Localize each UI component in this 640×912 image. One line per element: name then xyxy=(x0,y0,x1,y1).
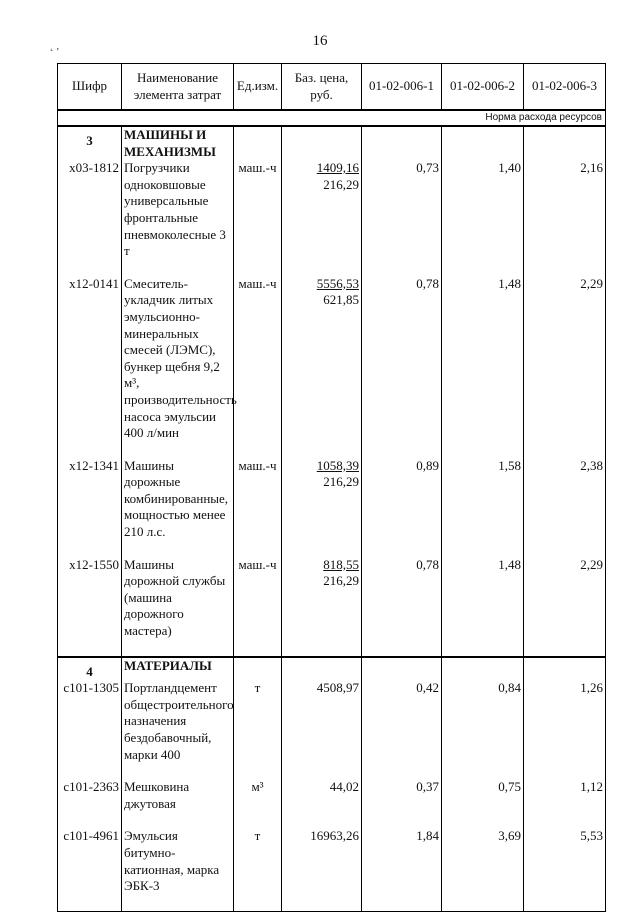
row-norm-3: 2,38 xyxy=(524,458,606,557)
empty-cell xyxy=(282,657,362,681)
header-unit: Ед.изм. xyxy=(234,64,282,111)
row-price xyxy=(282,276,362,458)
row-unit: маш.-ч xyxy=(234,557,282,657)
row-unit: маш.-ч xyxy=(234,160,282,276)
row-unit: т xyxy=(234,828,282,911)
row-norm-1: 1,84 xyxy=(362,828,442,911)
row-norm-2: 0,84 xyxy=(442,680,524,779)
price-total: 1058,39 xyxy=(316,457,359,473)
resource-norm-table xyxy=(57,63,606,912)
row-norm-2: 1,58 xyxy=(442,458,524,557)
table-row xyxy=(58,557,606,657)
table-row xyxy=(58,779,606,828)
empty-cell xyxy=(282,126,362,160)
header-price: Баз. цена, руб. xyxy=(282,64,362,111)
row-price xyxy=(282,160,362,276)
empty-cell xyxy=(442,126,524,160)
row-norm-1: 0,73 xyxy=(362,160,442,276)
price-wage: 216,29 xyxy=(323,474,359,490)
row-norm-1: 0,89 xyxy=(362,458,442,557)
row-norm-1: 0,42 xyxy=(362,680,442,779)
row-norm-3: 1,26 xyxy=(524,680,606,779)
row-name: Эмульсия битумно-катионная, марка ЭБК-3 xyxy=(122,828,234,911)
row-name: Машины дорожной службы (машина дорожного мастера) xyxy=(122,557,234,657)
row-unit: м³ xyxy=(234,779,282,828)
table-row xyxy=(58,458,606,557)
header-row xyxy=(58,64,606,111)
section-header-row xyxy=(58,126,606,160)
header-code: Шифр xyxy=(58,64,122,111)
row-unit: маш.-ч xyxy=(234,276,282,458)
empty-cell xyxy=(234,126,282,160)
price-wage: 216,29 xyxy=(323,176,359,192)
row-norm-3: 2,29 xyxy=(524,276,606,458)
row-norm-3: 2,29 xyxy=(524,557,606,657)
row-norm-3: 2,16 xyxy=(524,160,606,276)
row-code: х03-1812 xyxy=(58,160,122,276)
price-total: 5556,53 xyxy=(316,275,359,291)
table-body xyxy=(58,126,606,911)
row-price xyxy=(282,458,362,557)
row-code: х12-0141 xyxy=(58,276,122,458)
row-name: Машины дорожные комбинированные, мощностью менее 210 л.с. xyxy=(122,458,234,557)
header-norm-3: 01-02-006-3 xyxy=(524,64,606,111)
header-name: Наименование элемента затрат xyxy=(122,64,234,111)
row-name: Смеситель-укладчик литых эмульсионно-минеральных смесей (ЛЭМС), бункер щебня 9,2 м³, производительность насоса эмульсии 400 л/мин xyxy=(122,276,234,458)
header-norm-2: 01-02-006-2 xyxy=(442,64,524,111)
row-code: с101-4961 xyxy=(58,828,122,911)
row-price xyxy=(282,557,362,657)
row-norm-1: 0,78 xyxy=(362,276,442,458)
row-norm-2: 0,75 xyxy=(442,779,524,828)
empty-cell xyxy=(524,657,606,681)
table-row xyxy=(58,828,606,911)
price-wage: 621,85 xyxy=(323,292,359,308)
row-code: х12-1550 xyxy=(58,557,122,657)
price-total: 818,55 xyxy=(323,556,359,572)
subheader-label: Норма расхода ресурсов xyxy=(58,110,606,126)
empty-cell xyxy=(524,126,606,160)
section-title: МАТЕРИАЛЫ xyxy=(122,657,234,681)
table-row xyxy=(58,680,606,779)
empty-cell xyxy=(234,657,282,681)
row-name: Мешковина джутовая xyxy=(122,779,234,828)
row-price: 4508,97 xyxy=(282,680,362,779)
section-title: МАШИНЫ И МЕХАНИЗМЫ xyxy=(122,126,234,160)
price-wage: 216,29 xyxy=(323,573,359,589)
page-number: 16 xyxy=(312,33,328,49)
row-unit: маш.-ч xyxy=(234,458,282,557)
row-unit: т xyxy=(234,680,282,779)
scan-marks: ˛ , xyxy=(50,40,60,52)
row-code: с101-1305 xyxy=(58,680,122,779)
row-norm-3: 5,53 xyxy=(524,828,606,911)
row-norm-2: 3,69 xyxy=(442,828,524,911)
row-name: Погрузчики одноковшовые универсальные фронтальные пневмоколесные 3 т xyxy=(122,160,234,276)
empty-cell xyxy=(362,657,442,681)
table-row xyxy=(58,160,606,276)
table-row xyxy=(58,276,606,458)
row-norm-1: 0,37 xyxy=(362,779,442,828)
price-total: 1409,16 xyxy=(316,160,359,176)
row-norm-1: 0,78 xyxy=(362,557,442,657)
row-price: 44,02 xyxy=(282,779,362,828)
row-norm-2: 1,40 xyxy=(442,160,524,276)
row-price: 16963,26 xyxy=(282,828,362,911)
row-norm-2: 1,48 xyxy=(442,557,524,657)
empty-cell xyxy=(362,126,442,160)
row-code: с101-2363 xyxy=(58,779,122,828)
row-name: Портландцемент общестроительного назначения бездобавочный, марки 400 xyxy=(122,680,234,779)
subheader-row xyxy=(58,110,606,126)
empty-cell xyxy=(442,657,524,681)
row-norm-3: 1,12 xyxy=(524,779,606,828)
section-header-row xyxy=(58,657,606,681)
section-number: 4 xyxy=(58,657,122,681)
section-number: 3 xyxy=(58,126,122,160)
header-norm-1: 01-02-006-1 xyxy=(362,64,442,111)
row-norm-2: 1,48 xyxy=(442,276,524,458)
row-code: х12-1341 xyxy=(58,458,122,557)
